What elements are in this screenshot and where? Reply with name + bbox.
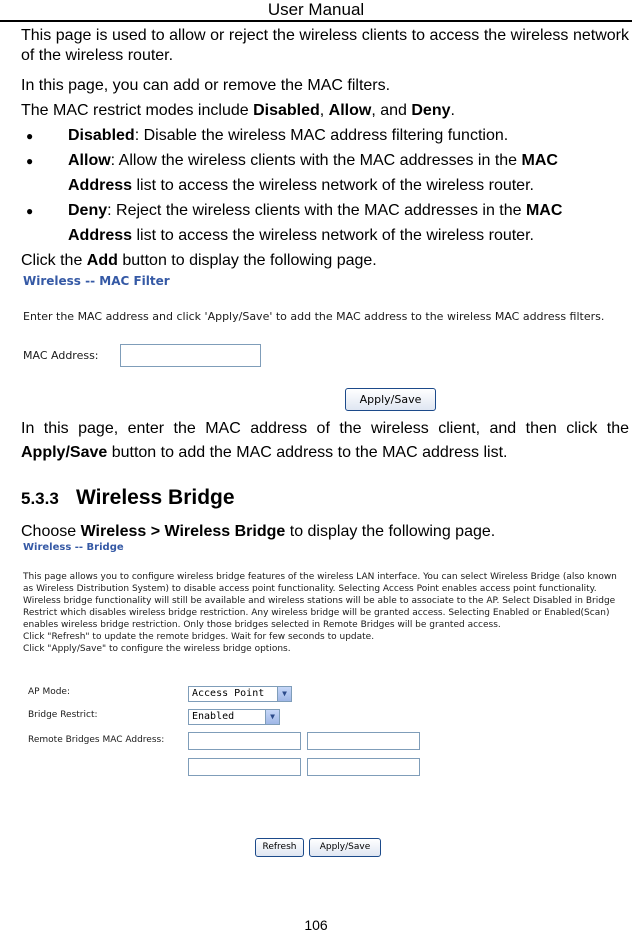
section-heading xyxy=(21,486,235,511)
bridge-desc-line: Wireless bridge functionality will still be available and wireless stations will be able to associate to the AP. Select Disabled in Bridge xyxy=(23,596,616,606)
bridge-desc-line: enables wireless bridge restriction. Only those bridges selected in Remote Bridges will be granted access. xyxy=(23,620,501,630)
mac-filter-title: Wireless -- MAC Filter xyxy=(23,274,170,288)
page-number: 106 xyxy=(304,917,328,933)
wireless-bridge-screenshot xyxy=(21,542,617,858)
bridge-desc-line: This page allows you to configure wireless bridge features of the wireless LAN interface. You can select Wireless Bridge (also known xyxy=(23,572,617,582)
chevron-down-icon: ▼ xyxy=(265,710,279,724)
bullet-deny-line1: Deny: Reject the wireless clients with the MAC addresses in the MAC xyxy=(68,202,563,219)
bullet-disabled: Disabled: Disable the wireless MAC address filtering function. xyxy=(68,127,509,144)
remote-bridge-mac-input[interactable] xyxy=(307,758,420,776)
bullet-icon: ● xyxy=(26,204,34,218)
section-number: 5.3.3 xyxy=(21,489,59,508)
apply-save-button[interactable]: Apply/Save xyxy=(309,838,381,857)
bridge-desc-line: as Wireless Distribution System) to disable access point functionality. Selecting Access Point enables access point functionality. xyxy=(23,584,597,594)
section-title: Wireless Bridge xyxy=(76,486,235,509)
header-rule xyxy=(0,20,632,22)
chevron-down-icon: ▼ xyxy=(277,687,291,701)
remote-bridge-mac-input[interactable] xyxy=(188,758,301,776)
intro-paragraph: This page is used to allow or reject the wireless clients to access the wireless network of the wireless router. xyxy=(21,27,629,64)
mac-filter-instruction: Enter the MAC address and click 'Apply/Save' to add the MAC address to the wireless MAC address filters. xyxy=(23,310,605,323)
apply-save-button[interactable]: Apply/Save xyxy=(345,388,436,411)
term-allow: Allow xyxy=(328,102,372,119)
bridge-restrict-label: Bridge Restrict: xyxy=(28,710,98,720)
bridge-restrict-select[interactable]: Enabled ▼ xyxy=(188,709,280,725)
intro-mac-filters-sentence: In this page, you can add or remove the MAC filters. xyxy=(21,77,391,94)
bullet-icon: ● xyxy=(26,129,34,143)
after-filter-paragraph: In this page, enter the MAC address of the wireless client, and then click the Apply/Save button to add the MAC address to the MAC address list. xyxy=(21,420,629,461)
click-add-sentence: Click the Add button to display the following page. xyxy=(21,252,377,269)
choose-sentence: Choose Wireless > Wireless Bridge to display the following page. xyxy=(21,523,496,540)
term-disabled: Disabled xyxy=(253,102,320,119)
bridge-desc-line: Click "Refresh" to update the remote bridges. Wait for few seconds to update. xyxy=(23,632,375,642)
remote-bridge-mac-input[interactable] xyxy=(307,732,420,750)
bridge-title: Wireless -- Bridge xyxy=(23,542,124,553)
bridge-desc-line: Click "Apply/Save" to configure the wireless bridge options. xyxy=(23,644,291,654)
ap-mode-label: AP Mode: xyxy=(28,687,70,697)
term-deny: Deny xyxy=(411,102,451,119)
remote-bridges-label: Remote Bridges MAC Address: xyxy=(28,735,165,745)
mac-address-input[interactable] xyxy=(120,344,261,367)
mac-address-label: MAC Address: xyxy=(23,349,99,362)
bullet-allow-line1: Allow: Allow the wireless clients with the MAC addresses in the MAC xyxy=(68,152,558,169)
ap-mode-select[interactable]: Access Point ▼ xyxy=(188,686,292,702)
bullet-deny-line2: Address list to access the wireless network of the wireless router. xyxy=(68,227,534,244)
mac-filter-screenshot xyxy=(21,272,611,414)
refresh-button[interactable]: Refresh xyxy=(255,838,304,857)
remote-bridge-mac-input[interactable] xyxy=(188,732,301,750)
restrict-modes-sentence: The MAC restrict modes include Disabled, Allow, and Deny. xyxy=(21,102,455,119)
bullet-icon: ● xyxy=(26,154,34,168)
bridge-desc-line: Restrict which disables wireless bridge restriction. Any wireless bridge will be granted access. Selecting Enabled or Enabled(Scan) xyxy=(23,608,610,618)
running-header: User Manual xyxy=(267,0,365,19)
bullet-allow-line2: Address list to access the wireless network of the wireless router. xyxy=(68,177,534,194)
